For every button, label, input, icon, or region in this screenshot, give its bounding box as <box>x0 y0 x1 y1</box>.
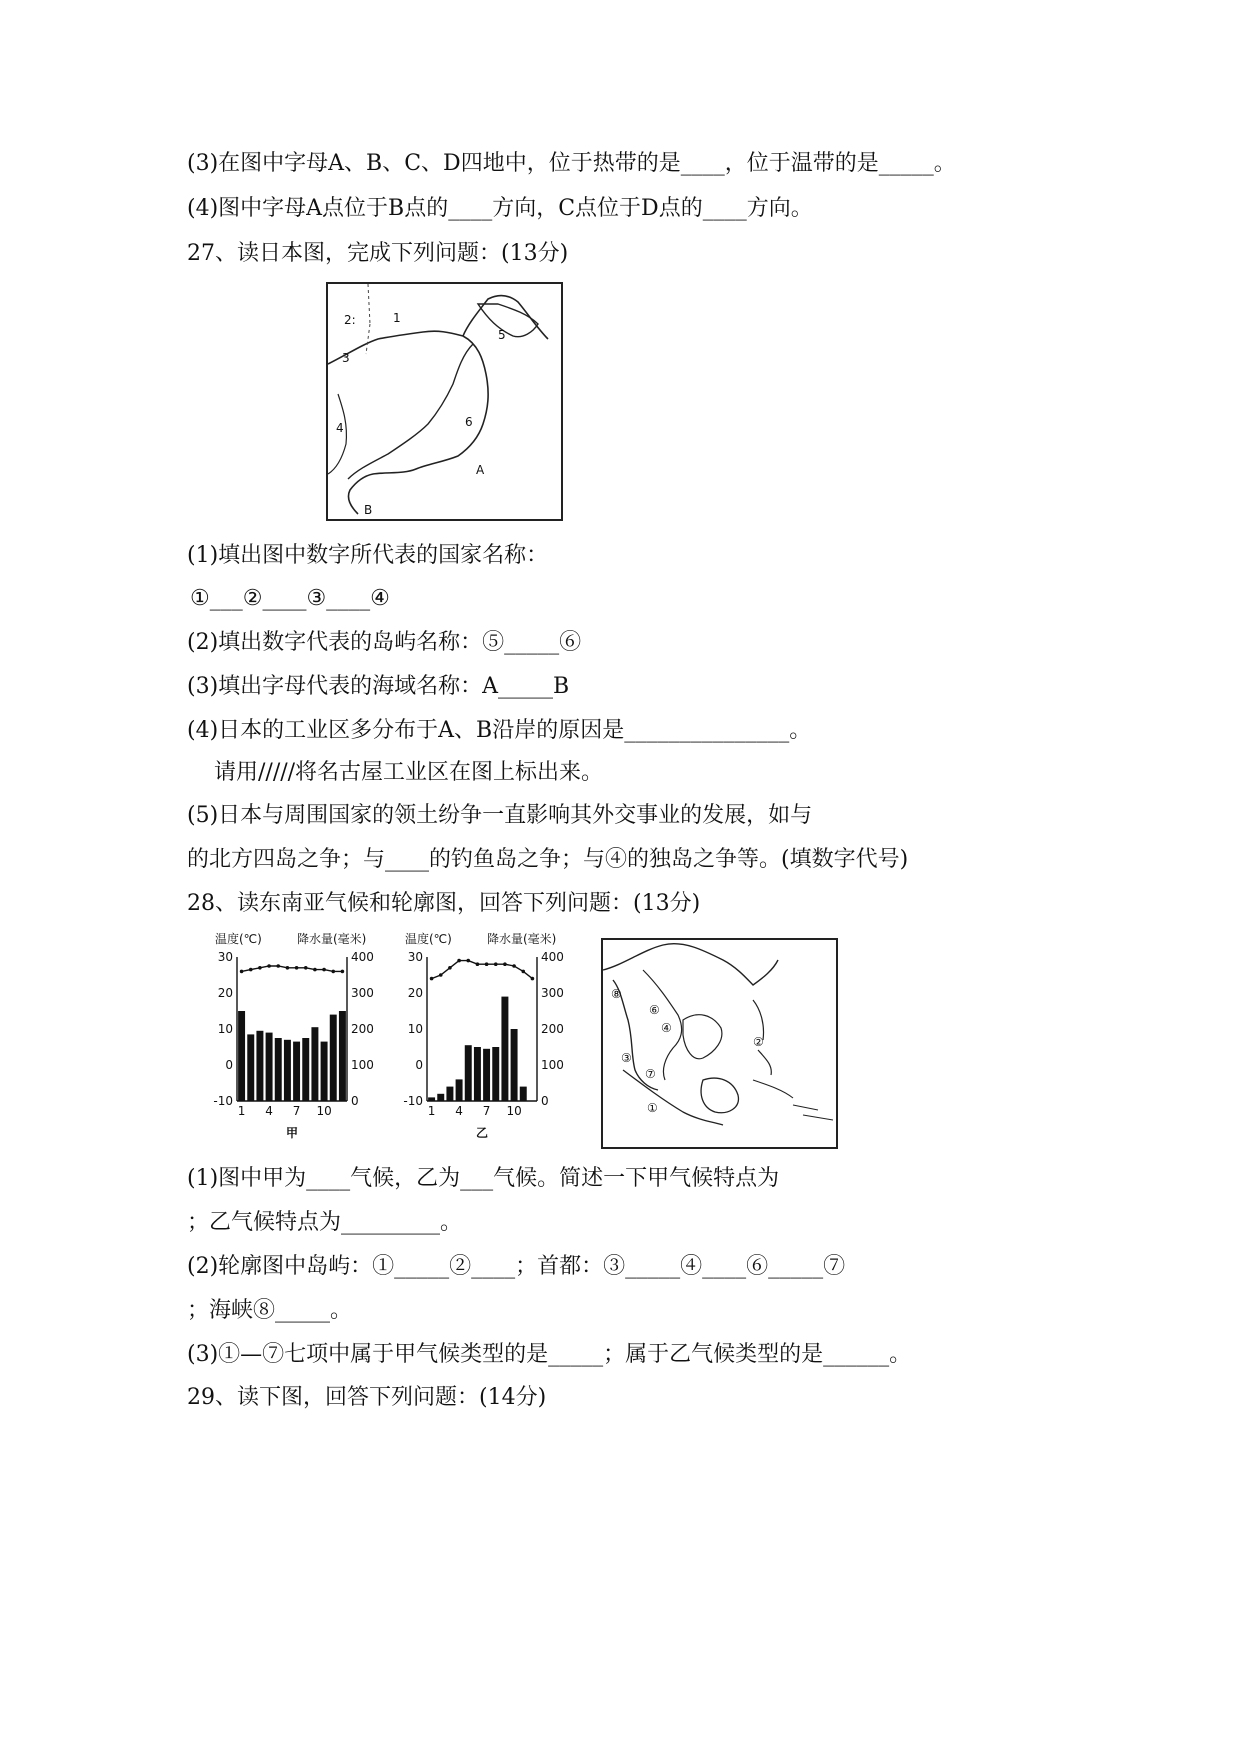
month-tick-label: 10 <box>506 1104 522 1118</box>
temperature-point <box>341 970 345 974</box>
month-tick-label: 4 <box>455 1104 463 1118</box>
precip-bar <box>256 1031 263 1101</box>
temperature-point <box>485 962 489 966</box>
precip-tick-label: 300 <box>541 986 564 1000</box>
question-27-5-cont: 的北方四岛之争；与____的钓鱼岛之争；与④的独岛之争等。(填数字代号) <box>187 847 909 872</box>
japan-label-4: 4 <box>336 421 344 435</box>
precip-bar <box>465 1045 472 1101</box>
precip-bar <box>483 1049 490 1101</box>
japan-label-a: A <box>476 463 485 477</box>
precip-bar <box>437 1094 444 1101</box>
precip-axis-label: 降水量(毫米) <box>297 932 367 946</box>
temperature-point <box>331 970 335 974</box>
japan-label-2: 2: <box>344 313 356 327</box>
temperature-point <box>494 962 498 966</box>
precip-bar <box>501 997 508 1101</box>
precip-tick-label: 200 <box>541 1022 564 1036</box>
temperature-point <box>322 968 326 972</box>
question-28-1: (1)图中甲为____气候，乙为___气候。简述一下甲气候特点为 <box>187 1166 780 1191</box>
temperature-point <box>430 977 434 981</box>
month-tick-label: 7 <box>292 1104 301 1118</box>
temperature-point <box>531 977 535 981</box>
temperature-point <box>503 962 507 966</box>
question-27-1-blanks: ①___②____③____④ <box>190 586 390 611</box>
temperature-point <box>439 973 443 977</box>
temp-axis-label: 温度(℃) <box>215 932 262 946</box>
precip-bar <box>428 1097 435 1101</box>
question-28-2: (2)轮廓图中岛屿：①_____②____；首都：③_____④____⑥_____⑦ <box>187 1254 846 1279</box>
temperature-point <box>476 962 480 966</box>
temp-tick-label: 20 <box>217 986 233 1000</box>
temperature-point <box>249 968 253 972</box>
question-27-5: (5)日本与周围国家的领土纷争一直影响其外交事业的发展，如与 <box>187 803 813 828</box>
sea-label-2: ② <box>753 1035 764 1049</box>
precip-bar <box>247 1034 254 1101</box>
chart-caption: 甲 <box>285 1126 299 1140</box>
precip-bar <box>275 1038 282 1101</box>
precip-tick-label: 0 <box>541 1094 549 1108</box>
temp-tick-label: -10 <box>213 1094 233 1108</box>
precip-tick-label: 100 <box>541 1058 564 1072</box>
question-27-3: (3)填出字母代表的海域名称：A_____B <box>187 674 570 699</box>
japan-label-6: 6 <box>465 415 473 429</box>
temperature-point <box>286 966 290 970</box>
precip-bar <box>492 1047 499 1101</box>
temperature-line <box>242 966 343 971</box>
precip-bar <box>520 1087 527 1101</box>
precip-bar <box>330 1015 337 1101</box>
japan-map <box>326 282 563 521</box>
question-26-3: (3)在图中字母A、B、C、D四地中，位于热带的是____，位于温带的是_____。 <box>187 151 956 176</box>
chart-caption: 乙 <box>475 1126 489 1140</box>
japan-label-5: 5 <box>498 328 506 342</box>
sea-label-4: ④ <box>661 1021 672 1035</box>
temperature-point <box>258 966 262 970</box>
question-27-1: (1)填出图中数字所代表的国家名称： <box>187 543 549 568</box>
precip-tick-label: 400 <box>541 950 564 964</box>
precip-bar <box>446 1087 453 1101</box>
temperature-line <box>432 961 533 979</box>
japan-label-b: B <box>364 503 373 517</box>
temperature-point <box>313 968 317 972</box>
temperature-point <box>240 970 244 974</box>
precip-bar <box>474 1047 481 1101</box>
temp-tick-label: 0 <box>225 1058 233 1072</box>
question-28-3: (3)①—⑦七项中属于甲气候类型的是_____；属于乙气候类型的是______。 <box>187 1342 912 1367</box>
precip-bar <box>511 1029 518 1101</box>
temp-axis-label: 温度(℃) <box>405 932 452 946</box>
month-tick-label: 1 <box>237 1104 246 1118</box>
question-26-4: (4)图中字母A点位于B点的____方向，C点位于D点的____方向。 <box>187 196 813 221</box>
temperature-point <box>448 966 452 970</box>
temperature-point <box>512 964 516 968</box>
japan-label-3: 3 <box>342 351 350 365</box>
southeast-asia-map-drawing <box>603 940 836 1147</box>
month-tick-label: 4 <box>265 1104 273 1118</box>
temp-tick-label: 10 <box>217 1022 233 1036</box>
sea-label-7: ⑦ <box>645 1067 656 1081</box>
precip-tick-label: 300 <box>351 986 374 1000</box>
japan-map-drawing <box>328 284 561 519</box>
temperature-point <box>466 959 470 963</box>
precip-axis-label: 降水量(毫米) <box>487 932 557 946</box>
temperature-point <box>295 966 299 970</box>
question-27-4-instruction: 请用/////将名古屋工业区在图上标出来。 <box>214 760 604 785</box>
temp-tick-label: 20 <box>407 986 423 1000</box>
month-tick-label: 7 <box>482 1104 491 1118</box>
precip-bar <box>266 1033 273 1101</box>
temperature-point <box>276 964 280 968</box>
temperature-point <box>521 970 525 974</box>
temp-tick-label: 0 <box>415 1058 423 1072</box>
sea-label-1: ① <box>647 1101 658 1115</box>
southeast-asia-map <box>601 938 838 1149</box>
question-27-2: (2)填出数字代表的岛屿名称：⑤_____⑥ <box>187 630 582 655</box>
month-tick-label: 1 <box>427 1104 436 1118</box>
precip-bar <box>339 1011 346 1101</box>
question-28-title: 28、读东南亚气候和轮廓图，回答下列问题：(13分) <box>187 891 701 916</box>
temp-tick-label: 10 <box>407 1022 423 1036</box>
precip-bar <box>293 1042 300 1101</box>
temperature-point <box>304 966 308 970</box>
precip-bar <box>238 1011 245 1101</box>
question-29-title: 29、读下图，回答下列问题：(14分) <box>187 1385 547 1410</box>
precip-tick-label: 100 <box>351 1058 374 1072</box>
precip-tick-label: 400 <box>351 950 374 964</box>
precip-bar <box>321 1042 328 1101</box>
question-28-1-cont: ；乙气候特点为_________。 <box>187 1210 463 1235</box>
climate-chart-yi <box>395 932 564 1143</box>
temp-tick-label: 30 <box>217 950 233 964</box>
climate-chart-jia <box>205 932 374 1143</box>
temp-tick-label: -10 <box>403 1094 423 1108</box>
month-tick-label: 10 <box>316 1104 332 1118</box>
temperature-point <box>267 964 271 968</box>
question-27-4: (4)日本的工业区多分布于A、B沿岸的原因是_______________。 <box>187 718 812 743</box>
precip-bar <box>456 1079 463 1101</box>
sea-label-3: ③ <box>621 1051 632 1065</box>
japan-label-1: 1 <box>393 311 401 325</box>
temperature-point <box>457 959 461 963</box>
precip-tick-label: 0 <box>351 1094 359 1108</box>
sea-label-6: ⑥ <box>649 1003 660 1017</box>
precip-tick-label: 200 <box>351 1022 374 1036</box>
precip-bar <box>284 1040 291 1101</box>
question-28-2-cont: ；海峡⑧_____。 <box>187 1298 353 1323</box>
sea-label-8: ⑧ <box>611 987 622 1001</box>
question-27-title: 27、读日本图，完成下列问题：(13分) <box>187 241 569 266</box>
precip-bar <box>302 1038 309 1101</box>
temp-tick-label: 30 <box>407 950 423 964</box>
precip-bar <box>311 1027 318 1101</box>
